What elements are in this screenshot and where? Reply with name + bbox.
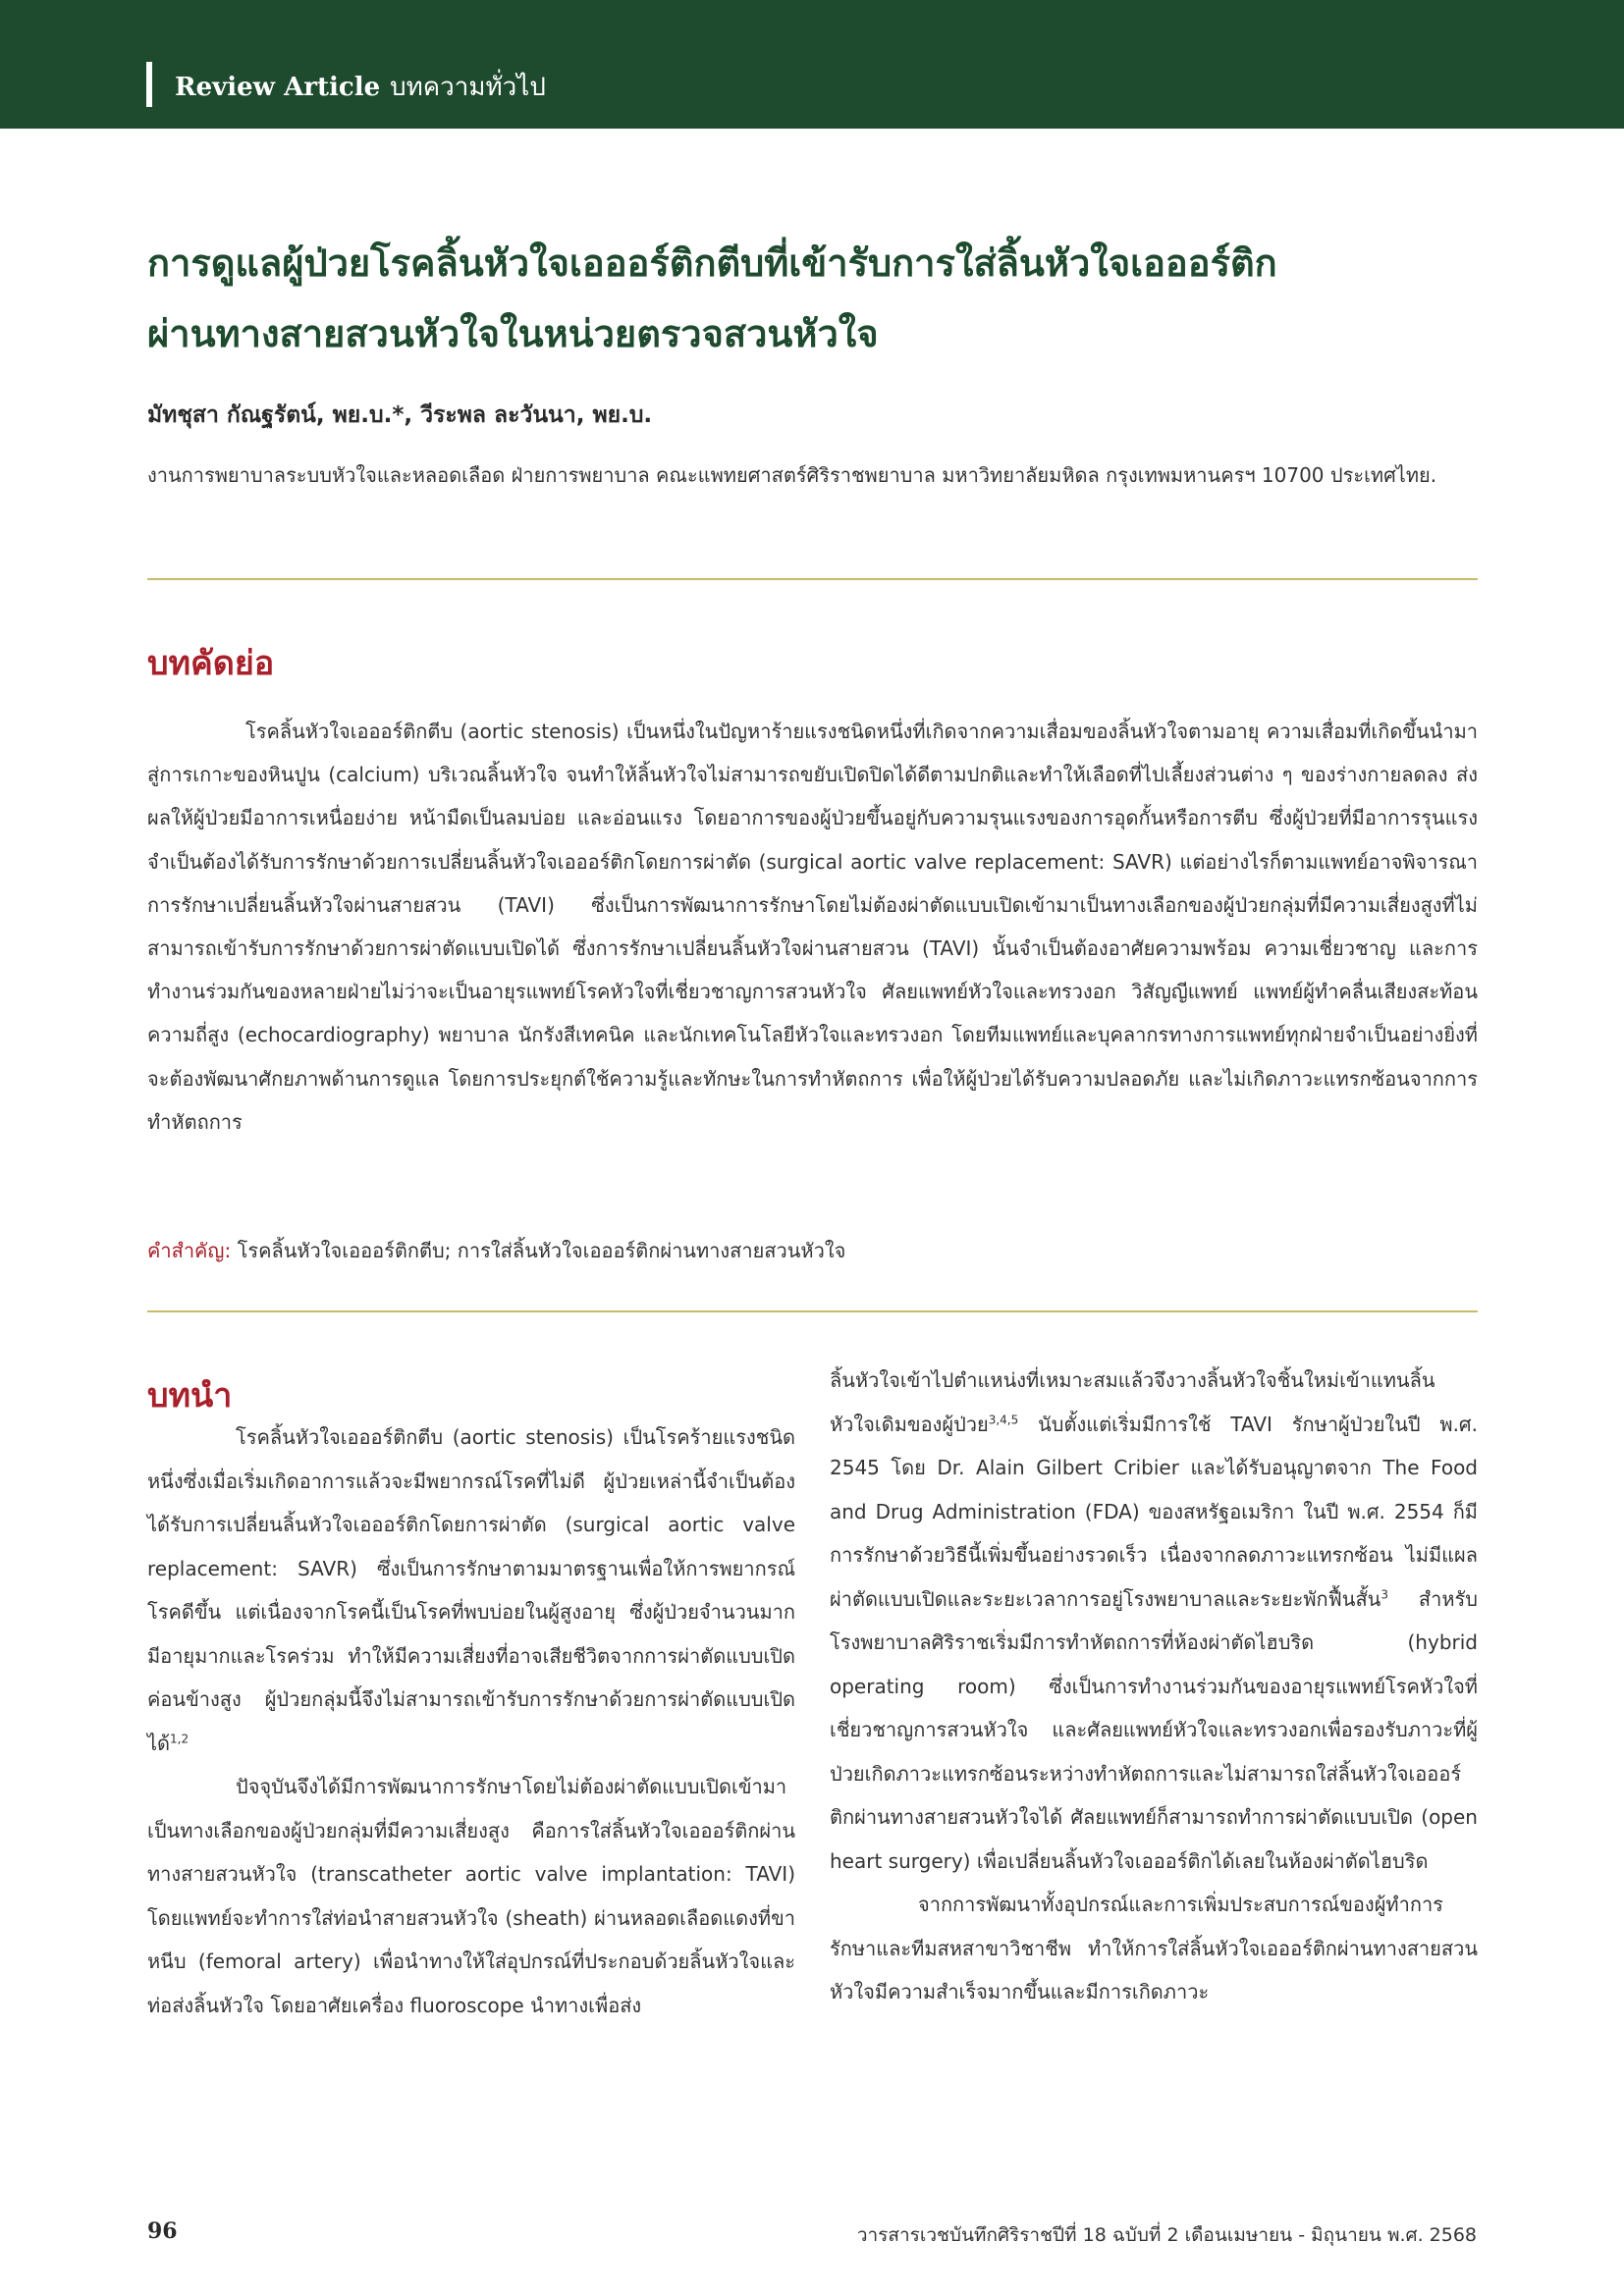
affiliation: งานการพยาบาลระบบหัวใจและหลอดเลือด ฝ่ายการพยาบาล คณะแพทยศาสตร์ศิริราชพยาบาล มหาวิทยาลัยมหิดล กรุงเทพมหานครฯ 10700 ประเทศไทย. bbox=[147, 463, 1437, 487]
authors: มัทชุสา กัณฐรัตน์, พย.บ.*, วีระพล ละวันนา, พย.บ. bbox=[147, 402, 653, 428]
keywords bbox=[147, 1235, 1478, 1266]
intro-column-left bbox=[147, 1415, 795, 2027]
article-title-line-2: ผ่านทางสายสวนหัวใจในหน่วยตรวจสวนหัวใจ bbox=[147, 312, 879, 355]
citation: 3 bbox=[1380, 1586, 1388, 1601]
section-label-en: Review Article bbox=[175, 73, 381, 102]
journal-citation: วารสารเวชบันทึกศิริราชปีที่ 18 ฉบับที่ 2 เดือนเมษายน - มิถุนายน พ.ศ. 2568 bbox=[856, 2224, 1477, 2246]
keywords-text: โรคลิ้นหัวใจเอออร์ติกตีบ; การใส่ลิ้นหัวใจเอออร์ติกผ่านทางสายสวนหัวใจ bbox=[237, 1239, 846, 1262]
intro-paragraph-2: ปัจจุบันจึงได้มีการพัฒนาการรักษาโดยไม่ต้องผ่าตัดแบบเปิดเข้ามาเป็นทางเลือกของผู้ป่วยกลุ่มที่มีความเสี่ยงสูง คือการใส่ลิ้นหัวใจเอออร์ติกผ่านทางสายสวนหัวใจ (transcatheter aortic valve implantation: TAVI) โดยแพทย์จะทำการใส่ท่อนำสายสวนหัวใจ (sheath) ผ่านหลอดเลือดแดงที่ขาหนีบ (femoral artery) เพื่อนำทางให้ใส่อุปกรณ์ที่ประกอบด้วยลิ้นหัวใจและท่อส่งลิ้นหัวใจ โดยอาศัยเครื่อง fluoroscope นำทางเพื่อส่ง bbox=[147, 1775, 795, 2017]
abstract-body: โรคลิ้นหัวใจเอออร์ติกตีบ (aortic stenosis) เป็นหนึ่งในปัญหาร้ายแรงชนิดหนึ่งที่เกิดจากความเสื่อมของลิ้นหัวใจตามอายุ ความเสื่อมที่เกิดขึ้นนำมาสู่การเกาะของหินปูน (calcium) บริเวณลิ้นหัวใจ จนทำให้ลิ้นหัวใจไม่สามารถขยับเปิดปิดได้ดีตามปกติและทำให้เลือดที่ไปเลี้ยงส่วนต่าง ๆ ของร่างกายลดลง ส่งผลให้ผู้ป่วยมีอาการเหนื่อยง่าย หน้ามืดเป็นลมบ่อย และอ่อนแรง โดยอาการของผู้ป่วยขึ้นอยู่กับความรุนแรงของการอุดกั้นหรือการตีบ ซึ่งผู้ป่วยที่มีอาการรุนแรง จำเป็นต้องได้รับการรักษาด้วยการเปลี่ยนลิ้นหัวใจเอออร์ติกโดยการผ่าตัด (surgical aortic valve replacement: SAVR) แต่อย่างไรก็ตามแพทย์อาจพิจารณาการรักษาเปลี่ยนลิ้นหัวใจผ่านสายสวน (TAVI) ซึ่งเป็นการพัฒนาการรักษาโดยไม่ต้องผ่าตัดแบบเปิดเข้ามาเป็นทางเลือกของผู้ป่วยกลุ่มที่มีความเสี่ยงสูงที่ไม่สามารถเข้ารับการรักษาด้วยการผ่าตัดแบบเปิดได้ ซึ่งการรักษาเปลี่ยนลิ้นหัวใจผ่านสายสวน (TAVI) นั้นจำเป็นต้องอาศัยความพร้อม ความเชี่ยวชาญ และการทำงานร่วมกันของหลายฝ่ายไม่ว่าจะเป็นอายุรแพทย์โรคหัวใจที่เชี่ยวชาญการสวนหัวใจ ศัลยแพทย์หัวใจและทรวงอก วิสัญญีแพทย์ แพทย์ผู้ทำคลื่นเสียงสะท้อนความถี่สูง (echocardiography) พยาบาล นักรังสีเทคนิค และนักเทคโนโลยีหัวใจและทรวงอก โดยทีมแพทย์และบุคลากรทางการแพทย์ทุกฝ่ายจำเป็นอย่างยิ่งที่จะต้องพัฒนาศักยภาพด้านการดูแล โดยการประยุกต์ใช้ความรู้และทักษะในการทำหัตถการ เพื่อให้ผู้ป่วยได้รับความปลอดภัย และไม่เกิดภาวะแทรกซ้อนจากการทำหัตถการ bbox=[147, 720, 1478, 1134]
keywords-label: คำสำคัญ: bbox=[147, 1239, 232, 1262]
divider-bottom bbox=[147, 1310, 1478, 1312]
header-bar bbox=[0, 0, 1624, 129]
page-number: 96 bbox=[147, 2218, 178, 2244]
citation: 3,4,5 bbox=[988, 1412, 1019, 1426]
article-title bbox=[147, 228, 1502, 369]
intro-paragraph-3: ลิ้นหัวใจเข้าไปตำแหน่งที่เหมาะสมแล้วจึงวางลิ้นหัวใจชิ้นใหม่เข้าแทนลิ้นหัวใจเดิมของผู้ป่วย$^{3,4,5}$ นับตั้งแต่เริ่มมีการใช้ TAVI รักษาผู้ป่วยในปี พ.ศ. 2545 โดย Dr. Alain Gilbert Cribier และได้รับอนุญาตจาก The Food and Drug Administration (FDA) ของสหรัฐอเมริกา ในปี พ.ศ. 2554 ก็มีการรักษาด้วยวิธีนี้เพิ่มขึ้นอย่างรวดเร็ว เนื่องจากลดภาวะแทรกซ้อน ไม่มีแผลผ่าตัดแบบเปิดและระยะเวลาการอยู่โรงพยาบาลและระยะพักฟื้นสั้น$^3$ สำหรับโรงพยาบาลศิริราชเริ่มมีการทำหัตถการที่ห้องผ่าตัดไฮบริด (hybrid operating room) ซึ่งเป็นการทำงานร่วมกันของอายุรแพทย์โรคหัวใจที่เชี่ยวชาญการสวนหัวใจ และศัลยแพทย์หัวใจและทรวงอกเพื่อรองรับภาวะที่ผู้ป่วยเกิดภาวะแทรกซ้อนระหว่างทำหัตถการและไม่สามารถใส่ลิ้นหัวใจเอออร์ติกผ่านทางสายสวนหัวใจได้ ศัลยแพทย์ก็สามารถทำการผ่าตัดแบบเปิด (open heart surgery) เพื่อเปลี่ยนลิ้นหัวใจเอออร์ติกได้เลยในห้องผ่าตัดไฮบริด bbox=[830, 1368, 1478, 1873]
intro-paragraph-1: โรคลิ้นหัวใจเอออร์ติกตีบ (aortic stenosis) เป็นโรคร้ายแรงชนิดหนึ่งซึ่งเมื่อเริ่มเกิดอาการแล้วจะมีพยากรณ์โรคที่ไม่ดี ผู้ป่วยเหล่านี้จำเป็นต้องได้รับการเปลี่ยนลิ้นหัวใจเอออร์ติกโดยการผ่าตัด (surgical aortic valve replacement: SAVR) ซึ่งเป็นการรักษาตามมาตรฐานเพื่อให้การพยากรณ์โรคดีขึ้น แต่เนื่องจากโรคนี้เป็นโรคที่พบบ่อยในผู้สูงอายุ ซึ่งผู้ป่วยจำนวนมากมีอายุมากและโรคร่วม ทำให้มีความเสี่ยงที่อาจเสียชีวิตจากการผ่าตัดแบบเปิดค่อนข้างสูง ผู้ป่วยกลุ่มนี้จึงไม่สามารถเข้ารับการรักษาด้วยการผ่าตัดแบบเปิดได้$^{1,2}$ bbox=[147, 1425, 795, 1755]
abstract-heading: บทคัดย่อ bbox=[147, 644, 275, 683]
intro-heading: บทนำ bbox=[147, 1376, 233, 1415]
header-divider bbox=[146, 62, 152, 107]
section-label-th: บทความทั่วไป bbox=[390, 73, 546, 102]
divider-top bbox=[147, 578, 1478, 580]
article-title-line-1: การดูแลผู้ป่วยโรคลิ้นหัวใจเอออร์ติกตีบที่เข้ารับการใส่ลิ้นหัวใจเอออร์ติก bbox=[147, 241, 1277, 285]
intro-paragraph-4: จากการพัฒนาทั้งอุปกรณ์และการเพิ่มประสบการณ์ของผู้ทำการรักษาและทีมสหสาขาวิชาชีพ ทำให้การใส่ลิ้นหัวใจเอออร์ติกผ่านทางสายสวนหัวใจมีความสำเร็จมากขึ้นและมีการเกิดภาวะ bbox=[830, 1893, 1478, 2003]
intro-column-right bbox=[830, 1359, 1478, 2014]
section-label bbox=[175, 67, 546, 107]
citation: 1,2 bbox=[170, 1731, 189, 1745]
